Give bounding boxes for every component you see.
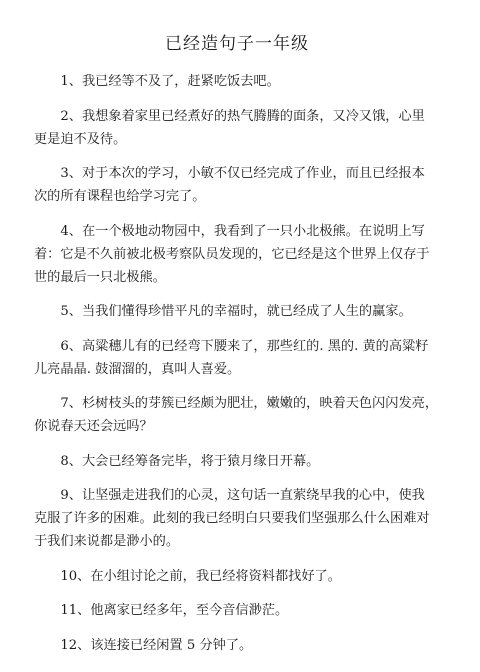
sentence-item-6: 6、高粱穗儿有的已经弯下腰来了，那些红的. 黑的. 黄的高粱籽儿亮晶晶. 鼓溜溜的，真叫人喜爱。 (34, 338, 429, 377)
sentence-item-9: 9、让坚强走进我们的心灵，这句话一直萦绕早我的心中，使我 克服了许多的困难。此刻的我已经明白只要我们坚强那么什么困难对 于我们来说都是渺小的。 (34, 488, 430, 549)
sentence-item-8: 8、大会已经筹备完毕，将于猿月缘日开幕。 (60, 453, 320, 469)
sentence-item-10: 10、在小组讨论之前，我已经将资料都找好了。 (60, 568, 341, 584)
sentence-item-7: 7、杉树枝头的芽簇已经颇为肥壮，嫩嫩的，映着天色闪闪发亮，你说春天还会远吗？ (34, 396, 439, 434)
sentence-item-1: 1、我已经等不及了，赶紧吃饭去吧。 (60, 74, 280, 89)
sentence-item-4: 4、在一个极地动物园中，我看到了一只小北极熊。在说明上写 着：它是不久前被北极考察队员发现的，它已经是这个世界上仅存于 世的最后一只北极熊。 (34, 223, 430, 285)
document-title: 已经造句子一年级 (165, 34, 309, 54)
sentence-item-5: 5、当我们懂得珍惜平凡的幸福时，就已经成了人生的赢家。 (60, 304, 412, 319)
sentence-item-3: 3、对于本次的学习，小敏不仅已经完成了作业，而且已经报本 次的所有课程也给学习完了。 (34, 166, 425, 204)
sentence-item-2: 2、我想象着家里已经煮好的热气腾腾的面条，又冷又饿，心里 更是迫不及待。 (34, 108, 425, 147)
sentence-item-11: 11、他离家已经多年，至今音信渺茫。 (60, 603, 289, 618)
sentence-item-12: 12、该连接已经闲置 5 分钟了。 (60, 637, 253, 653)
